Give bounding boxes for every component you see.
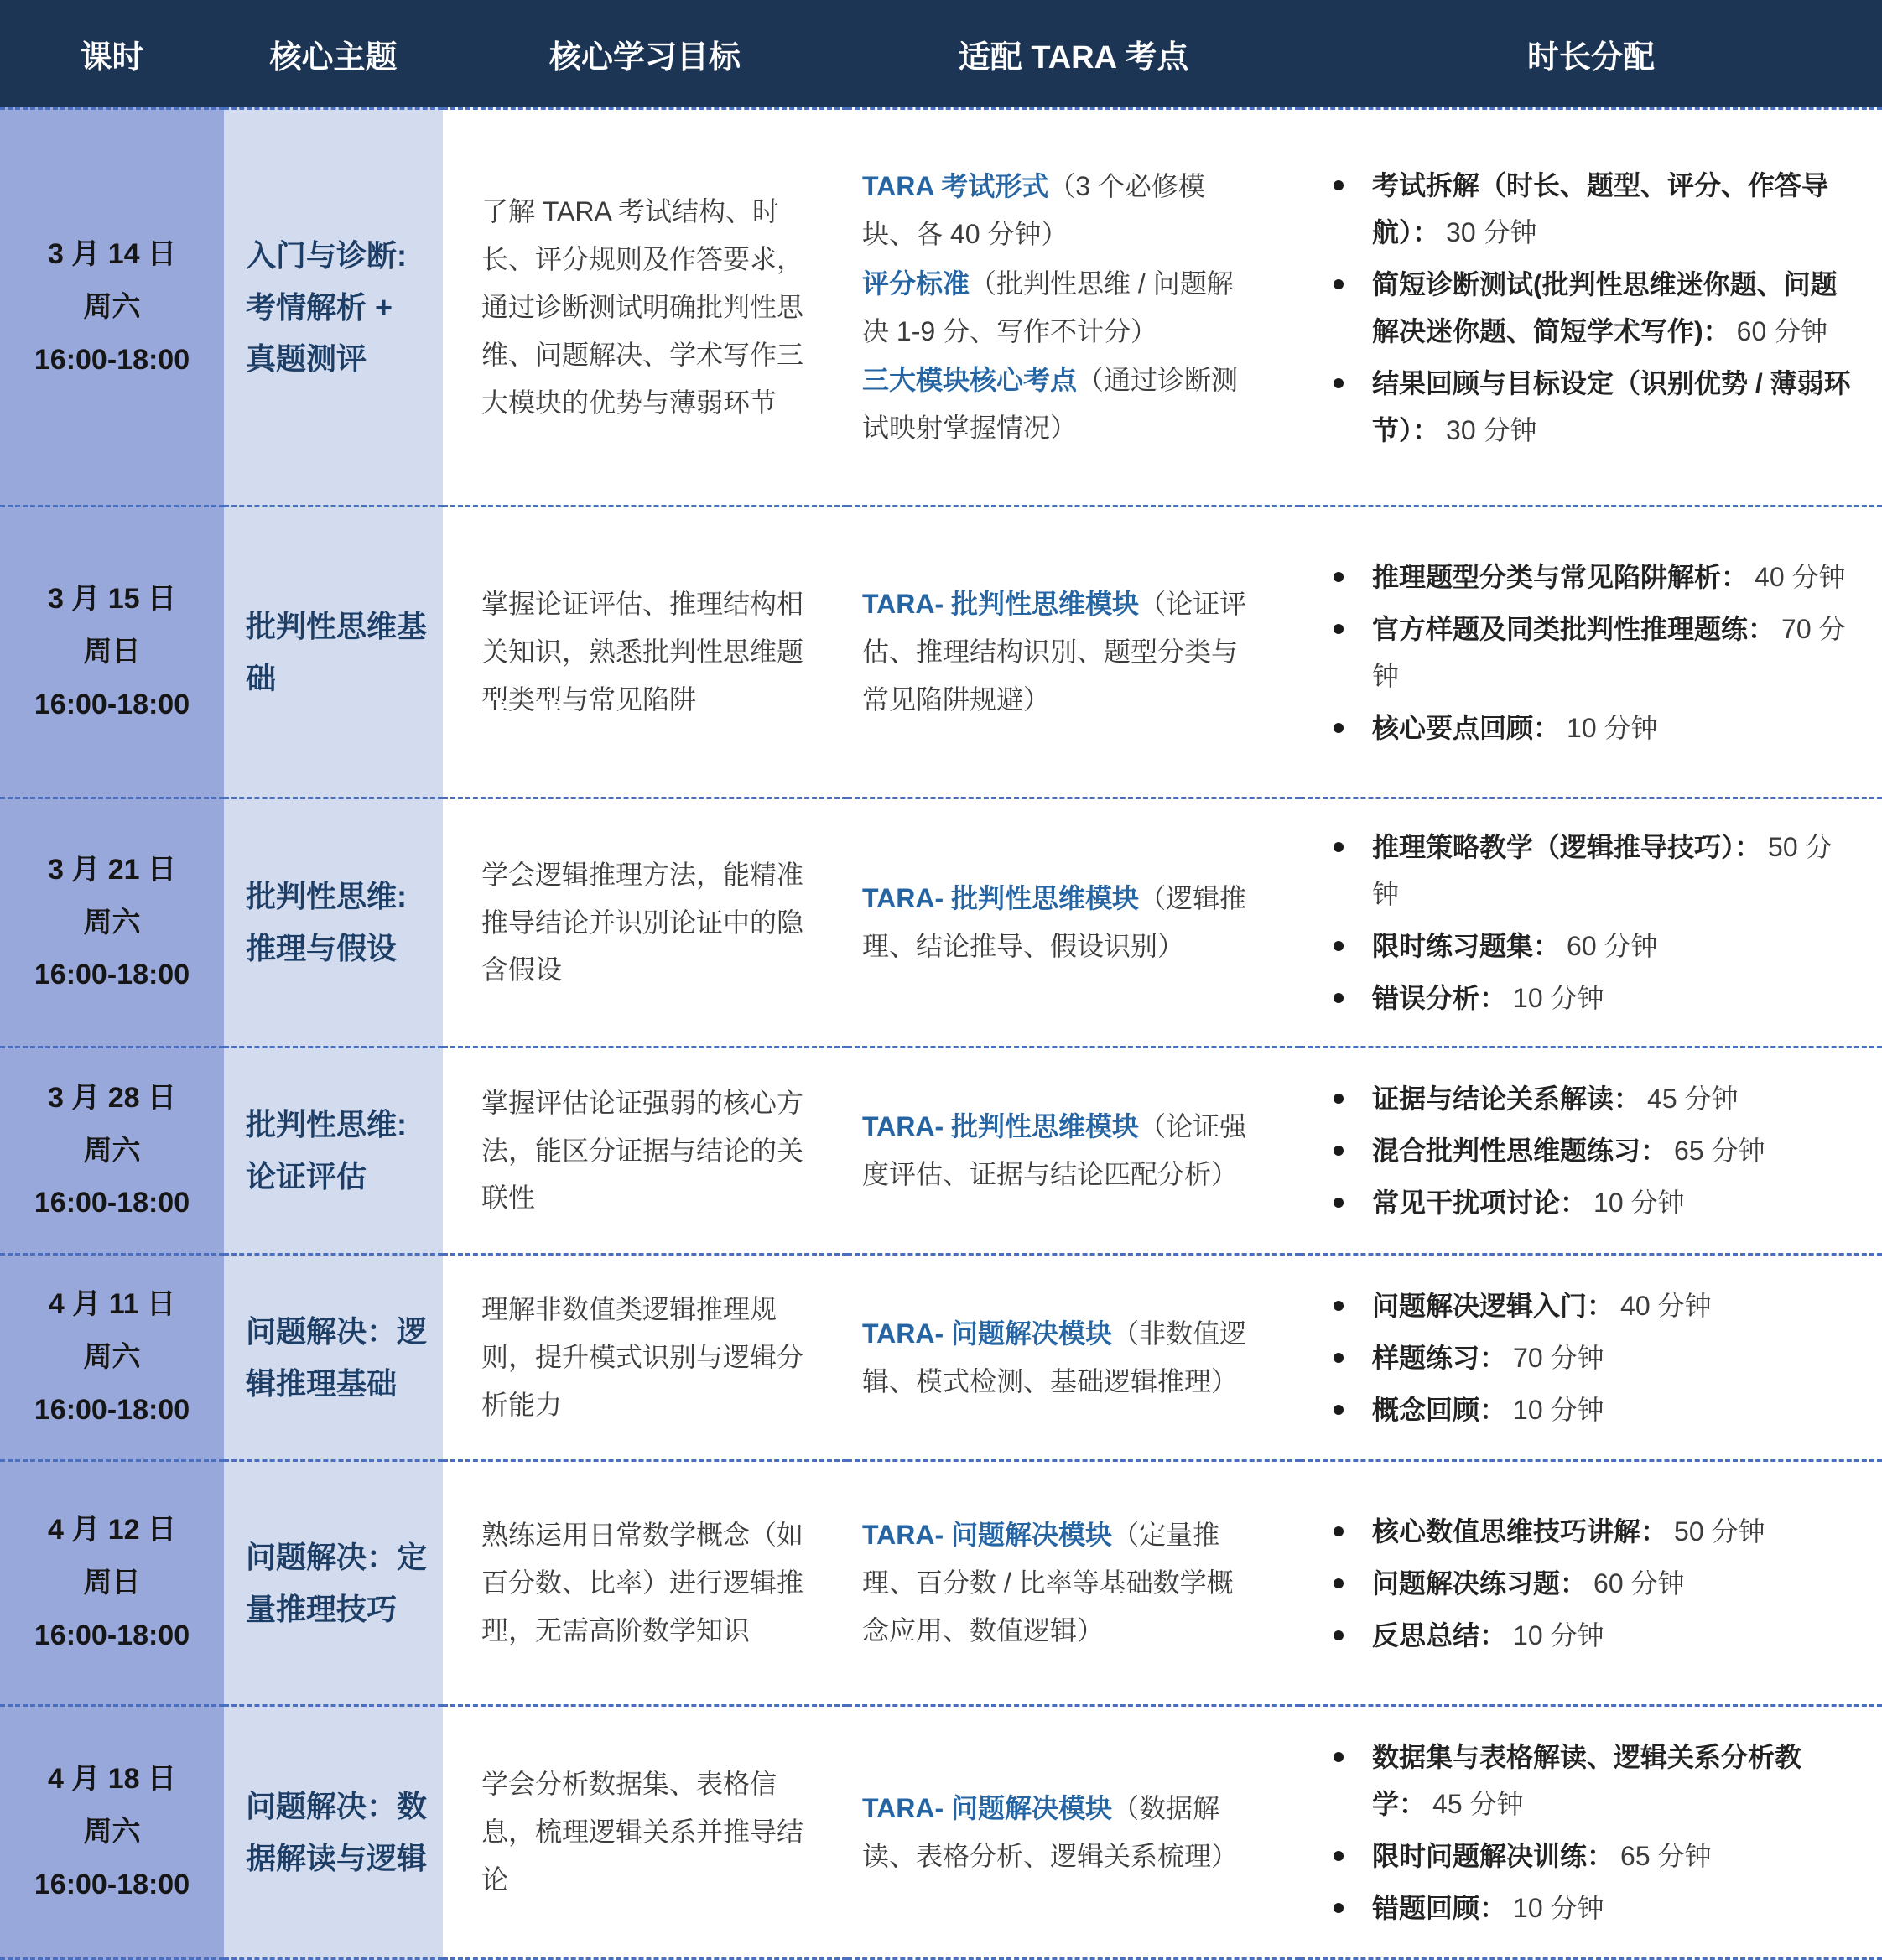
bullet-icon xyxy=(1334,1752,1344,1762)
duration-label: 官方样题及同类批判性推理题练： xyxy=(1372,613,1775,644)
bullet-icon xyxy=(1334,1578,1344,1588)
header-duration-allocation: 时长分配 xyxy=(1300,0,1882,107)
cell-durations xyxy=(1300,1048,1882,1256)
bullet-icon xyxy=(1334,1405,1344,1415)
bullet-icon xyxy=(1334,993,1344,1003)
cell-objective: 掌握论证评估、推理结构相关知识，熟悉批判性思维题型类型与常见陷阱 xyxy=(443,507,847,799)
session-weekday: 周六 xyxy=(83,1341,141,1374)
session-hours: 16:00-18:00 xyxy=(34,959,190,991)
cell-tara-points xyxy=(847,1707,1300,1960)
duration-item xyxy=(1334,1833,1852,1879)
bullet-icon xyxy=(1334,378,1344,388)
duration-value: 50 分钟 xyxy=(1372,832,1833,909)
duration-value: 10 分钟 xyxy=(1513,1892,1604,1923)
duration-value: 40 分钟 xyxy=(1620,1290,1712,1321)
cell-tara-points xyxy=(847,1462,1300,1707)
duration-value: 10 分钟 xyxy=(1513,983,1604,1013)
header-row xyxy=(0,0,1882,107)
tara-point-highlight: 三大模块核心考点 xyxy=(862,365,1078,396)
tara-point-highlight: TARA- 批判性思维模块 xyxy=(862,1111,1140,1142)
tara-point-highlight: TARA 考试形式 xyxy=(862,170,1049,201)
schedule-row xyxy=(0,1462,1882,1707)
session-date: 3 月 21 日 xyxy=(47,853,177,886)
tara-point-highlight: TARA- 问题解决模块 xyxy=(862,1792,1113,1823)
session-hours: 16:00-18:00 xyxy=(34,1393,190,1426)
duration-label: 证据与结论关系解读： xyxy=(1372,1084,1641,1114)
duration-item xyxy=(1334,1386,1852,1433)
tara-point-highlight: TARA- 批判性思维模块 xyxy=(862,883,1140,914)
tara-point-highlight: TARA- 问题解决模块 xyxy=(862,1318,1113,1349)
duration-label: 核心数值思维技巧讲解： xyxy=(1372,1515,1668,1547)
schedule-row xyxy=(0,1707,1882,1960)
tara-point xyxy=(862,875,1256,970)
duration-item xyxy=(1334,1885,1852,1931)
schedule-row xyxy=(0,799,1882,1048)
tara-point-highlight: TARA- 批判性思维模块 xyxy=(862,589,1140,620)
session-weekday: 周六 xyxy=(83,1134,141,1167)
duration-label: 核心要点回顾： xyxy=(1372,712,1561,743)
bullet-icon xyxy=(1334,572,1344,582)
duration-value: 10 分钟 xyxy=(1513,1394,1604,1425)
duration-list xyxy=(1334,554,1852,751)
tara-point xyxy=(862,1310,1256,1406)
duration-item xyxy=(1334,261,1852,355)
duration-list xyxy=(1334,1282,1852,1433)
cell-objective: 掌握评估论证强弱的核心方法，能区分证据与结论的关联性 xyxy=(443,1048,847,1256)
cell-session-time xyxy=(0,1462,224,1707)
bullet-icon xyxy=(1334,941,1344,951)
cell-durations xyxy=(1300,107,1882,507)
bullet-icon xyxy=(1334,1851,1344,1861)
cell-theme: 批判性思维: 推理与假设 xyxy=(224,799,443,1048)
duration-item xyxy=(1334,824,1852,918)
bullet-icon xyxy=(1334,1630,1344,1640)
cell-durations xyxy=(1300,799,1882,1048)
tara-point-detail: （逻辑推理、结论推导、假设识别） xyxy=(862,883,1247,961)
duration-value: 10 分钟 xyxy=(1513,1619,1604,1651)
duration-value: 40 分钟 xyxy=(1755,561,1846,592)
cell-durations xyxy=(1300,507,1882,799)
duration-item xyxy=(1334,1127,1852,1174)
duration-item xyxy=(1334,975,1852,1022)
session-weekday: 周日 xyxy=(83,636,141,668)
tara-point-detail: （批判性思维 / 问题解决 1-9 分、写作不计分） xyxy=(862,268,1234,346)
duration-label: 考试拆解（时长、题型、评分、作答导航）： xyxy=(1372,169,1829,247)
cell-objective: 学会逻辑推理方法，能精准推导结论并识别论证中的隐含假设 xyxy=(443,799,847,1048)
duration-label: 推理策略教学（逻辑推导技巧）： xyxy=(1372,832,1762,862)
session-date: 3 月 28 日 xyxy=(47,1081,177,1114)
duration-value: 70 分钟 xyxy=(1513,1342,1604,1373)
tara-point xyxy=(862,356,1256,452)
duration-label: 样题练习： xyxy=(1372,1342,1507,1373)
bullet-icon xyxy=(1334,180,1344,190)
duration-list xyxy=(1334,824,1852,1022)
duration-value: 65 分钟 xyxy=(1674,1136,1765,1166)
tara-point xyxy=(862,580,1256,724)
session-hours: 16:00-18:00 xyxy=(34,1619,190,1651)
tara-point-detail: （论证强度评估、证据与结论匹配分析） xyxy=(862,1111,1247,1189)
schedule-row xyxy=(0,107,1882,507)
bullet-icon xyxy=(1334,1903,1344,1913)
header-learning-objective: 核心学习目标 xyxy=(443,0,847,107)
duration-list xyxy=(1334,1734,1852,1931)
duration-label: 推理题型分类与常见陷阱解析： xyxy=(1372,561,1749,592)
tara-point-highlight: 评分标准 xyxy=(862,268,970,299)
duration-value: 50 分钟 xyxy=(1674,1515,1765,1547)
cell-theme: 批判性思维基础 xyxy=(224,507,443,799)
duration-value: 65 分钟 xyxy=(1620,1840,1712,1871)
duration-item xyxy=(1334,1560,1852,1607)
duration-list xyxy=(1334,1508,1852,1659)
duration-item xyxy=(1334,1179,1852,1226)
session-weekday: 周六 xyxy=(83,291,141,324)
session-hours: 16:00-18:00 xyxy=(34,1187,190,1219)
bullet-icon xyxy=(1334,723,1344,733)
cell-tara-points xyxy=(847,799,1300,1048)
tara-point xyxy=(862,260,1256,356)
bullet-icon xyxy=(1334,1353,1344,1363)
duration-value: 60 分钟 xyxy=(1593,1567,1685,1599)
tara-point xyxy=(862,1785,1256,1880)
cell-objective: 学会分析数据集、表格信息，梳理逻辑关系并推导结论 xyxy=(443,1707,847,1960)
cell-theme: 问题解决：定量推理技巧 xyxy=(224,1462,443,1707)
duration-list xyxy=(1334,162,1852,454)
session-hours: 16:00-18:00 xyxy=(34,343,190,376)
schedule-row xyxy=(0,1048,1882,1256)
cell-tara-points xyxy=(847,107,1300,507)
duration-label: 概念回顾： xyxy=(1372,1394,1507,1425)
cell-tara-points xyxy=(847,507,1300,799)
cell-theme: 问题解决：逻辑推理基础 xyxy=(224,1256,443,1462)
tara-point-highlight: TARA- 问题解决模块 xyxy=(862,1520,1113,1551)
duration-item xyxy=(1334,704,1852,751)
duration-list xyxy=(1334,1075,1852,1226)
duration-item xyxy=(1334,1734,1852,1827)
duration-label: 结果回顾与目标设定（识别优势 / 薄弱环节）： xyxy=(1372,367,1851,445)
cell-session-time xyxy=(0,799,224,1048)
duration-value: 30 分钟 xyxy=(1446,216,1537,247)
cell-tara-points xyxy=(847,1048,1300,1256)
duration-value: 60 分钟 xyxy=(1567,931,1658,961)
cell-objective: 理解非数值类逻辑推理规则，提升模式识别与逻辑分析能力 xyxy=(443,1256,847,1462)
duration-value: 60 分钟 xyxy=(1736,315,1828,346)
cell-session-time xyxy=(0,1256,224,1462)
session-weekday: 周日 xyxy=(83,1567,141,1599)
duration-label: 简短诊断测试(批判性思维迷你题、问题解决迷你题、简短学术写作)： xyxy=(1372,268,1838,346)
cell-objective: 熟练运用日常数学概念（如百分数、比率）进行逻辑推理，无需高阶数学知识 xyxy=(443,1462,847,1707)
cell-session-time xyxy=(0,1048,224,1256)
tara-point xyxy=(862,163,1256,258)
duration-value: 10 分钟 xyxy=(1593,1188,1685,1218)
duration-item xyxy=(1334,360,1852,454)
header-tara-points: 适配 TARA 考点 xyxy=(847,0,1300,107)
duration-value: 45 分钟 xyxy=(1647,1084,1739,1114)
schedule-row xyxy=(0,507,1882,799)
bullet-icon xyxy=(1334,1301,1344,1311)
bullet-icon xyxy=(1334,1198,1344,1208)
duration-value: 10 分钟 xyxy=(1567,712,1658,743)
duration-item xyxy=(1334,1612,1852,1659)
cell-session-time xyxy=(0,1707,224,1960)
bullet-icon xyxy=(1334,1146,1344,1156)
duration-label: 错误分析： xyxy=(1372,983,1507,1013)
cell-theme: 问题解决：数据解读与逻辑 xyxy=(224,1707,443,1960)
duration-label: 数据集与表格解读、逻辑关系分析教学： xyxy=(1372,1741,1802,1819)
duration-item xyxy=(1334,1334,1852,1381)
cell-objective: 了解 TARA 考试结构、时长、评分规则及作答要求，通过诊断测试明确批判性思维、问题解决、学术写作三大模块的优势与薄弱环节 xyxy=(443,107,847,507)
cell-durations xyxy=(1300,1256,1882,1462)
bullet-icon xyxy=(1334,1094,1344,1104)
cell-tara-points xyxy=(847,1256,1300,1462)
tara-point-detail: （论证评估、推理结构识别、题型分类与常见陷阱规避） xyxy=(862,589,1247,715)
session-date: 3 月 14 日 xyxy=(47,238,177,271)
session-hours: 16:00-18:00 xyxy=(34,688,190,720)
cell-durations xyxy=(1300,1707,1882,1960)
session-date: 3 月 15 日 xyxy=(47,583,177,616)
bullet-icon xyxy=(1334,1526,1344,1536)
duration-label: 问题解决练习题： xyxy=(1372,1567,1588,1599)
header-session-time: 课时 xyxy=(0,0,224,107)
tara-point xyxy=(862,1511,1256,1655)
duration-value: 30 分钟 xyxy=(1446,414,1537,445)
duration-item xyxy=(1334,554,1852,600)
duration-item xyxy=(1334,1508,1852,1555)
header-core-theme: 核心主题 xyxy=(224,0,443,107)
session-date: 4 月 11 日 xyxy=(48,1288,176,1321)
duration-label: 常见干扰项讨论： xyxy=(1372,1188,1588,1218)
duration-label: 问题解决逻辑入门： xyxy=(1372,1290,1614,1321)
cell-session-time xyxy=(0,507,224,799)
duration-label: 混合批判性思维题练习： xyxy=(1372,1136,1668,1166)
duration-label: 错题回顾： xyxy=(1372,1892,1507,1923)
schedule-row xyxy=(0,1256,1882,1462)
duration-label: 限时问题解决训练： xyxy=(1372,1840,1614,1871)
duration-item xyxy=(1334,923,1852,970)
cell-durations xyxy=(1300,1462,1882,1707)
tara-point-detail: （定量推理、百分数 / 比率等基础数学概念应用、数值逻辑） xyxy=(862,1520,1234,1645)
session-weekday: 周六 xyxy=(83,1816,141,1848)
duration-label: 反思总结： xyxy=(1372,1619,1507,1651)
duration-label: 限时练习题集： xyxy=(1372,931,1561,961)
bullet-icon xyxy=(1334,279,1344,289)
duration-item xyxy=(1334,1282,1852,1329)
cell-theme: 入门与诊断: 考情解析 + 真题测评 xyxy=(224,107,443,507)
duration-item xyxy=(1334,162,1852,256)
cell-theme: 批判性思维: 论证评估 xyxy=(224,1048,443,1256)
tara-point-detail: （通过诊断测试映射掌握情况） xyxy=(862,365,1239,444)
duration-value: 70 分钟 xyxy=(1372,613,1846,691)
session-hours: 16:00-18:00 xyxy=(34,1868,190,1900)
tara-point-detail: （非数值逻辑、模式检测、基础逻辑推理） xyxy=(862,1318,1247,1396)
tara-point-detail: （3 个必修模块、各 40 分钟） xyxy=(862,170,1205,249)
bullet-icon xyxy=(1334,624,1344,634)
bullet-icon xyxy=(1334,842,1344,852)
duration-item xyxy=(1334,606,1852,699)
duration-value: 45 分钟 xyxy=(1432,1788,1524,1819)
session-date: 4 月 18 日 xyxy=(47,1763,177,1796)
tara-point xyxy=(862,1103,1256,1198)
duration-item xyxy=(1334,1075,1852,1122)
session-date: 4 月 12 日 xyxy=(47,1514,177,1547)
session-weekday: 周六 xyxy=(83,906,141,938)
cell-session-time xyxy=(0,107,224,507)
tara-point-detail: （数据解读、表格分析、逻辑关系梳理） xyxy=(862,1792,1239,1871)
